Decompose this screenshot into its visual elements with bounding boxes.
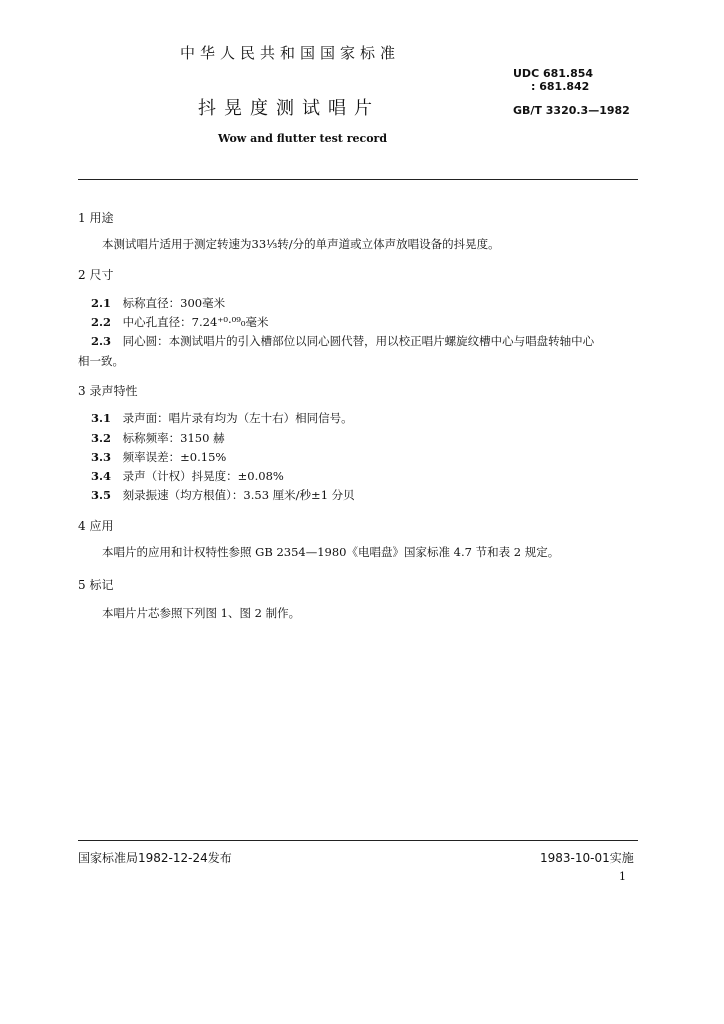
national-standard-heading: 中华人民共和国国家标准 <box>180 44 401 62</box>
section-3-3-item <box>91 449 226 465</box>
footer-divider <box>78 840 638 841</box>
item-number: 3.4 <box>91 469 112 483</box>
page-number: 1 <box>619 870 626 883</box>
item-text: 刻录振速（均方根值）：3.53 厘米/秒±1 分贝 <box>122 488 355 502</box>
item-text: 标称频率：3150 赫 <box>122 431 225 445</box>
section-4-text: 本唱片的应用和计权特性参照 GB 2354—1980《电唱盘》国家标准 4.7 节和表 2 规定。 <box>102 545 560 559</box>
item-text: 同心圆：本测试唱片的引入槽部位以同心圆代替，用以校正唱片螺旋纹槽中心与唱盘转轴中心 <box>122 334 595 348</box>
section-5-heading: 5 标记 <box>78 578 114 592</box>
item-text: 录声（计权）抖晃度：±0.08% <box>122 469 284 483</box>
item-number: 2.1 <box>91 296 112 310</box>
section-3-1-item <box>91 410 353 426</box>
item-number: 2.3 <box>91 334 112 348</box>
section-2-3-continuation: 相一致。 <box>78 354 124 368</box>
udc-code-line1: UDC 681.854 <box>513 67 594 80</box>
item-text: 标称直径：300毫米 <box>122 296 226 310</box>
item-number: 3.2 <box>91 431 112 445</box>
document-title-cn: 抖晃度测试唱片 <box>198 98 380 119</box>
section-2-heading: 2 尺寸 <box>78 268 114 282</box>
item-number: 2.2 <box>91 315 112 329</box>
standard-number: GB/T 3320.3—1982 <box>513 104 630 117</box>
item-text: 录声面：唱片录有均为（左十右）相同信号。 <box>122 411 353 425</box>
item-number: 3.3 <box>91 450 112 464</box>
section-1-heading: 1 用途 <box>78 211 114 225</box>
item-number: 3.5 <box>91 488 112 502</box>
issue-date: 国家标准局1982-12-24发布 <box>78 851 232 865</box>
section-2-1-item <box>91 295 225 311</box>
item-number: 3.1 <box>91 411 112 425</box>
item-text: 中心孔直径：7.24⁺⁰·⁰⁹₀毫米 <box>122 315 269 329</box>
section-4-heading: 4 应用 <box>78 519 114 533</box>
section-3-2-item <box>91 430 225 446</box>
section-2-3-item <box>91 333 594 349</box>
implementation-date: 1983-10-01实施 <box>540 851 634 865</box>
udc-code-line2: : 681.842 <box>531 80 590 93</box>
item-text: 频率误差：±0.15% <box>122 450 227 464</box>
document-title-en: Wow and flutter test record <box>218 132 388 145</box>
section-2-2-item <box>91 314 268 330</box>
section-3-4-item <box>91 468 284 484</box>
header-divider <box>78 179 638 180</box>
section-3-5-item <box>91 487 355 503</box>
section-5-text: 本唱片片芯参照下列图 1、图 2 制作。 <box>102 606 301 620</box>
section-1-text: 本测试唱片适用于测定转速为33⅓转/分的单声道或立体声放唱设备的抖晃度。 <box>102 237 500 251</box>
section-3-heading: 3 录声特性 <box>78 384 138 398</box>
